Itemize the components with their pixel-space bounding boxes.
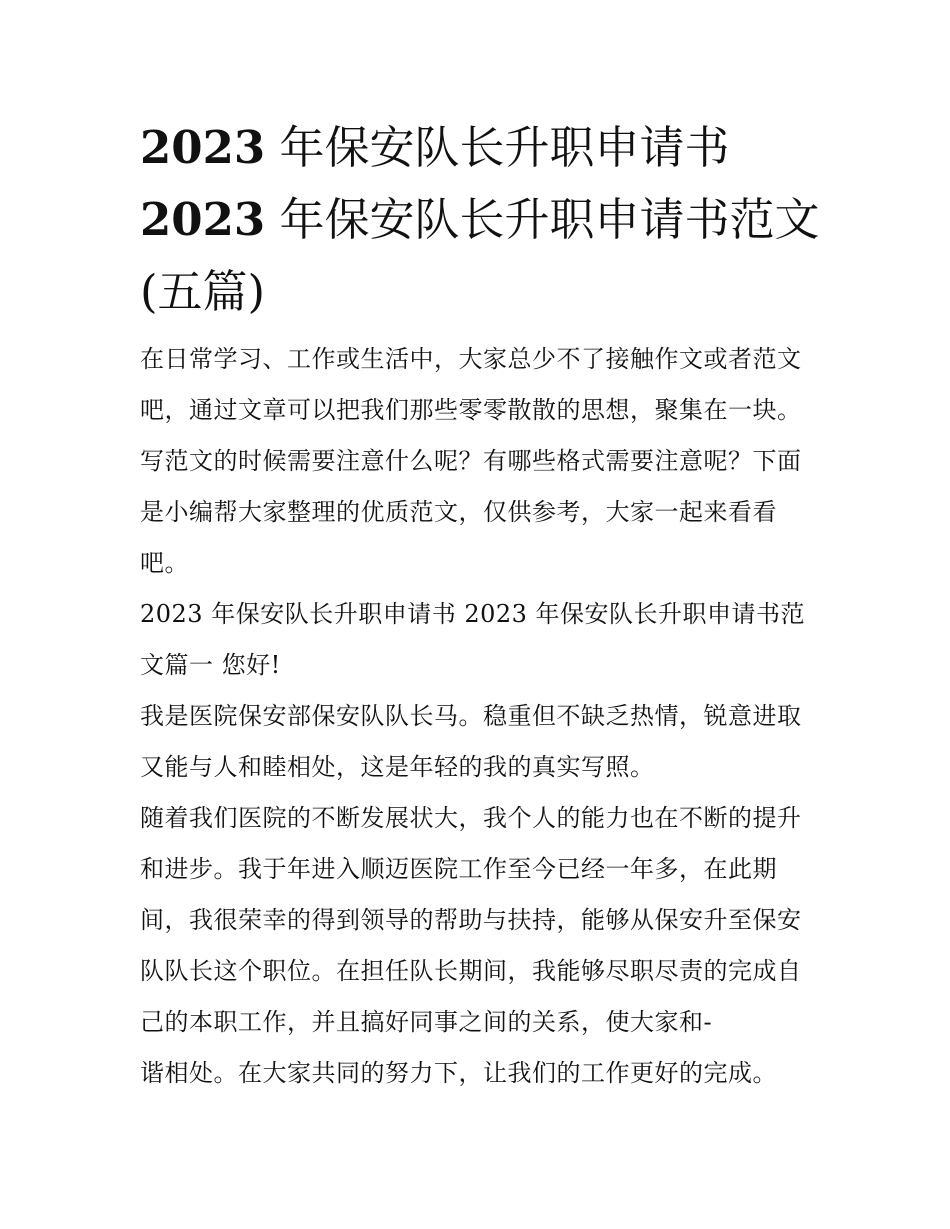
paragraph-teamwork: 谐相处。在大家共同的努力下，让我们的工作更好的完成。	[140, 1059, 777, 1087]
title-line2-text: 年保安队长升职申请书范文(五篇)	[140, 193, 820, 318]
document-title	[140, 112, 820, 328]
document-page	[140, 112, 820, 1099]
title-line1-text: 年保安队长升职申请书	[265, 121, 730, 174]
title-line2-year: 2023	[140, 193, 266, 246]
paragraph-self-intro: 我是医院保安部保安队队长马。稳重但不缺乏热情，锐意进取又能与人和睦相处，这是年轻的我的真实写照。	[140, 702, 802, 781]
paragraph-experience: 随着我们医院的不断发展状大，我个人的能力也在不断的提升和进步。我于年进入顺迈医院工作至今已经一年多，在此期间，我很荣幸的得到领导的帮助与扶持，能够从保安升至保安队队长这个职位。在担任队长期间，我能够尽职尽责的完成自己的本职工作，并且搞好同事之间的关系，使大家和-	[140, 804, 802, 1036]
paragraph-intro: 在日常学习、工作或生活中，大家总少不了接触作文或者范文吧，通过文章可以把我们那些零零散散的思想，聚集在一块。写范文的时候需要注意什么呢？有哪些格式需要注意呢？下面是小编帮大家整理的优质范文，仅供参考，大家一起来看看吧。	[140, 345, 802, 577]
title-line1-year: 2023	[140, 121, 266, 174]
paragraph-section-heading: 2023 年保安队长升职申请书 2023 年保安队长升职申请书范文篇一 您好!	[140, 600, 806, 679]
